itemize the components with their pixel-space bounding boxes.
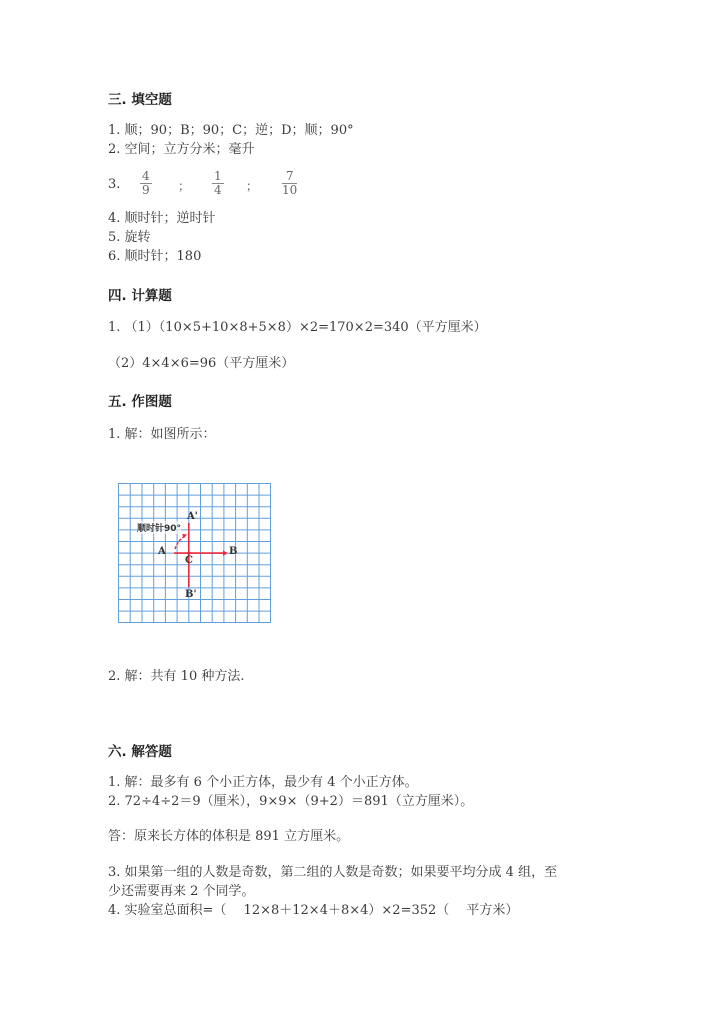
- rotation-arrow-icon: [175, 536, 185, 549]
- fill-answer-3-label: 3.: [108, 177, 121, 192]
- solve-answer-1: 1. 解：最多有 6 个小正方体，最少有 4 个小正方体。: [108, 775, 418, 790]
- point-label-c: C: [185, 555, 193, 566]
- calc-answer-2: （2）4×4×6=96（平方厘米）: [108, 356, 295, 371]
- fill-answer-2: 2. 空间；立方分米；毫升: [108, 142, 255, 157]
- solve-answer-2: 2. 72÷4÷2＝9（厘米），9×9×（9+2）＝891（立方厘米）。: [108, 794, 474, 809]
- fraction-denominator: 4: [214, 183, 222, 197]
- point-label-b: B: [229, 546, 238, 557]
- rotation-lines: [174, 523, 223, 587]
- solve-answer-4: 4. 实验室总面积=（ 12×8＋12×4＋8×4）×2=352（ 平方米）: [108, 903, 519, 918]
- rotation-label: 顺时针90°: [137, 521, 181, 534]
- fraction-numerator: 7: [282, 170, 297, 184]
- section-title-calculation: 四. 计算题: [108, 288, 172, 304]
- point-label-b-prime: B': [185, 589, 197, 600]
- fraction-separator: ；: [178, 179, 191, 193]
- section-title-drawing: 五. 作图题: [108, 394, 172, 410]
- fraction-4-9: [140, 170, 152, 197]
- fill-answer-5: 5. 旋转: [108, 230, 151, 245]
- section-title-fill-in: 三. 填空题: [108, 92, 172, 108]
- fraction-7-10: [282, 170, 297, 197]
- point-label-a-prime: A': [187, 511, 198, 522]
- draw-answer-2: 2. 解：共有 10 种方法.: [108, 669, 245, 684]
- fraction-denominator: 10: [282, 183, 298, 197]
- arrow-b-head: [223, 551, 228, 556]
- fill-answer-1: 1. 顺；90；B；90；C；逆；D；顺；90°: [108, 123, 354, 138]
- point-label-a: A: [158, 546, 166, 557]
- grid-svg: [118, 483, 271, 623]
- solve-answer-2-conclusion: 答：原来长方体的体积是 891 立方厘米。: [108, 829, 350, 844]
- fraction-numerator: 1: [214, 169, 222, 183]
- fraction-1-4: [212, 170, 224, 197]
- draw-answer-1: 1. 解：如图所示：: [108, 427, 216, 442]
- calc-answer-1: 1. （1）（10×5+10×8+5×8）×2=170×2=340（平方厘米）: [108, 320, 487, 335]
- section-title-problem-solving: 六. 解答题: [108, 744, 172, 760]
- solve-answer-3-line1: 3. 如果第一组的人数是奇数，第二组的人数是奇数；如果要平均分成 4 组，至: [108, 865, 558, 880]
- rotation-grid-figure: [118, 483, 271, 623]
- fraction-numerator: 4: [142, 169, 150, 183]
- fraction-denominator: 9: [142, 183, 150, 197]
- fill-answer-6: 6. 顺时针；180: [108, 249, 202, 264]
- fill-answer-4: 4. 顺时针；逆时针: [108, 211, 216, 226]
- solve-answer-3-line2: 少还需要再来 2 个同学。: [108, 884, 255, 899]
- fraction-separator: ；: [246, 179, 259, 193]
